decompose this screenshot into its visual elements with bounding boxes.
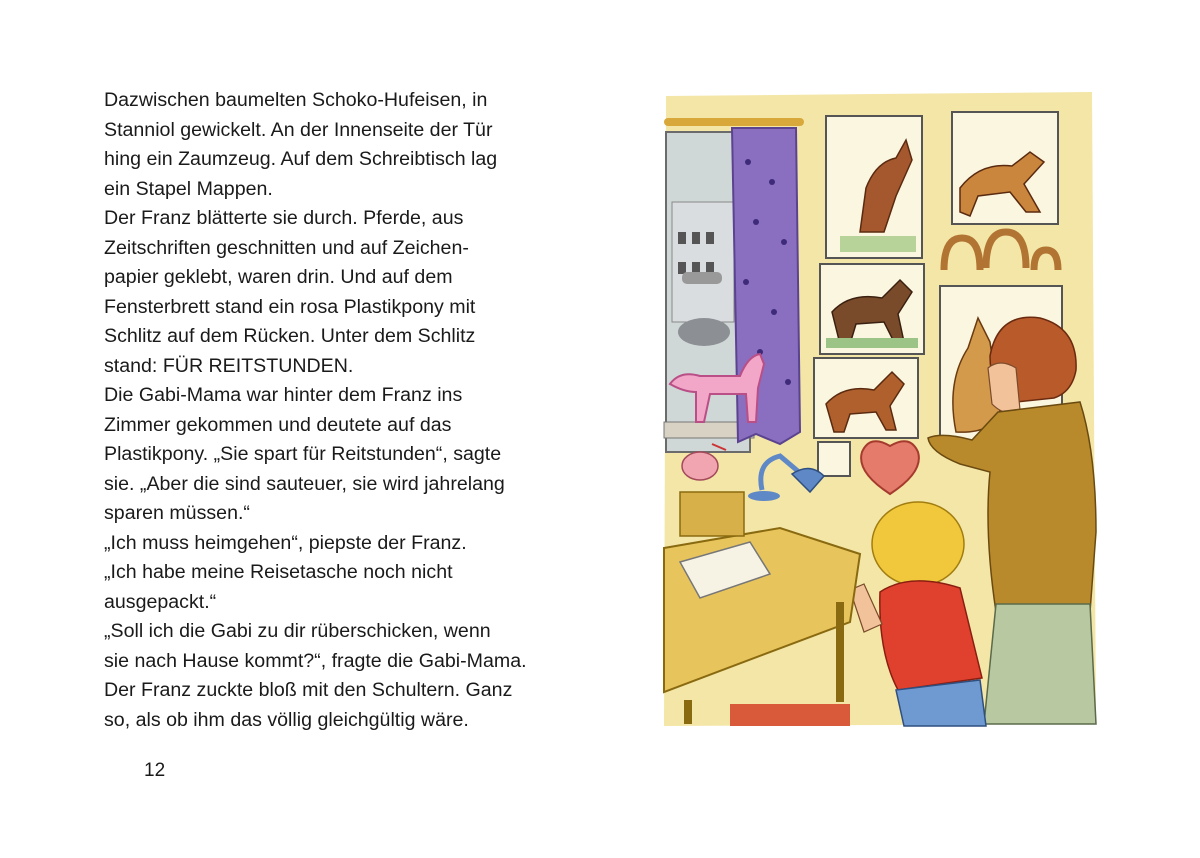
- poster-dark-horse: [820, 264, 924, 354]
- text-line: „Ich habe meine Reisetasche noch nicht: [104, 561, 453, 583]
- text-line: sie. „Aber die sind sauteuer, sie wird jahrelang: [104, 472, 505, 495]
- text-line: „Soll ich die Gabi zu dir rüberschicken, wenn: [104, 620, 491, 642]
- curtain-rod: [664, 118, 804, 126]
- text-line: Plastikpony. „Sie spart für Reitstunden“, sagte: [104, 443, 502, 465]
- floor-rug: [730, 704, 850, 726]
- text-line: Der Franz blätterte sie durch. Pferde, aus: [104, 207, 464, 229]
- text-line: papier geklebt, waren drin. Und auf dem: [104, 266, 453, 288]
- curtain: [732, 128, 800, 444]
- text-line: Der Franz zuckte bloß mit den Schultern. Ganz: [104, 679, 513, 701]
- text-line: ein Stapel Mappen.: [104, 177, 273, 200]
- text-line: Dazwischen baumelten Schoko-Hufeisen, in: [104, 89, 488, 111]
- illustration-canvas: [660, 92, 1100, 727]
- text-line: Die Gabi-Mama war hinter dem Franz ins: [104, 384, 463, 406]
- poster-jumping-horse: [952, 112, 1058, 224]
- story-illustration: [660, 92, 1100, 727]
- text-line: Stanniol gewickelt. An der Innenseite der Tür: [104, 118, 493, 141]
- text-line: Zimmer gekommen und deutete auf das: [104, 413, 452, 436]
- text-line: sparen müssen.“: [104, 502, 250, 524]
- small-picture: [818, 442, 850, 476]
- text-line: Schlitz auf dem Rücken. Unter dem Schlitz: [104, 325, 476, 347]
- text-line: sie nach Hause kommt?“, fragte die Gabi-Mama.: [104, 649, 527, 672]
- story-text: [104, 86, 544, 735]
- text-line: so, als ob ihm das völlig gleichgültig wäre.: [104, 708, 469, 731]
- text-line: ausgepackt.“: [104, 590, 217, 613]
- text-line: „Ich muss heimgehen“, piepste der Franz.: [104, 531, 467, 554]
- text-line: Fensterbrett stand ein rosa Plastikpony mit: [104, 295, 476, 318]
- desk-shelf: [680, 492, 744, 536]
- text-line: hing ein Zaumzeug. Auf dem Schreibtisch lag: [104, 148, 498, 170]
- poster-chestnut-horse: [814, 358, 918, 438]
- page-number: 12: [144, 760, 166, 781]
- text-line: stand: FÜR REITSTUNDEN.: [104, 354, 354, 377]
- poster-rearing-horse: [826, 116, 922, 258]
- text-line: Zeitschriften geschnitten und auf Zeichen-: [104, 236, 469, 259]
